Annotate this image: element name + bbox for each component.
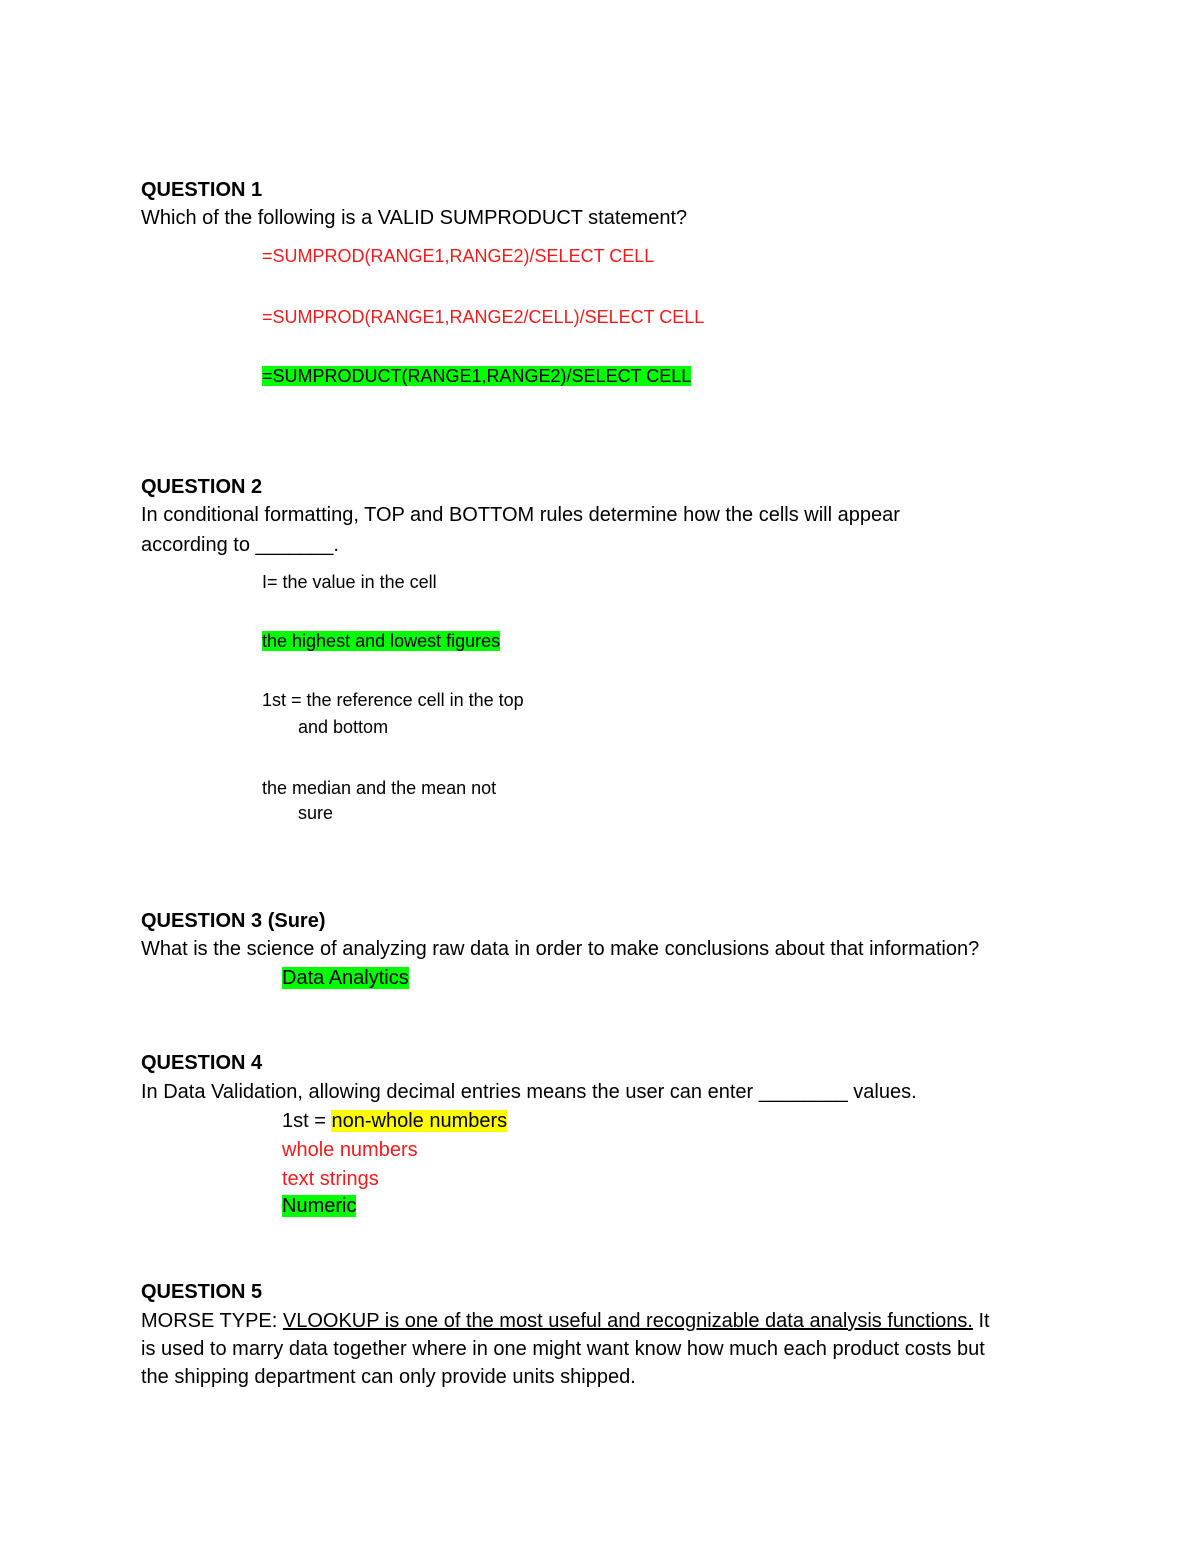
question-4-option-b: whole numbers [282, 1139, 418, 1161]
question-3-prompt: What is the science of analyzing raw data in order to make conclusions about that information? [141, 938, 980, 960]
question-5-heading: QUESTION 5 [141, 1281, 263, 1303]
correct-answer-highlight: the highest and lowest figures [262, 631, 501, 651]
question-4-heading: QUESTION 4 [141, 1052, 263, 1074]
question-1-prompt: Which of the following is a VALID SUMPRODUCT statement? [141, 207, 688, 229]
correct-answer-highlight: Data Analytics [282, 967, 409, 989]
question-2-prompt-line-2: according to _______. [141, 534, 339, 556]
underlined-definition: VLOOKUP is one of the most useful and recognizable data analysis functions. [282, 1310, 973, 1332]
question-1-heading: QUESTION 1 [141, 179, 263, 201]
line-1-suffix: It [972, 1310, 990, 1332]
question-5-line-2: is used to marry data together where in one might want know how much each product costs but [141, 1338, 985, 1360]
question-2-prompt-line-1: In conditional formatting, TOP and BOTTOM rules determine how the cells will appear [141, 504, 900, 526]
question-2-option-a: I= the value in the cell [262, 572, 437, 592]
question-4-option-c: text strings [282, 1168, 379, 1190]
question-1-option-b: =SUMPROD(RANGE1,RANGE2/CELL)/SELECT CELL [262, 307, 705, 327]
question-2-option-d-continued: sure [298, 803, 334, 823]
question-1-option-c [262, 367, 691, 385]
question-3-heading: QUESTION 3 (Sure) [141, 910, 326, 932]
note-highlight: non-whole numbers [331, 1110, 508, 1132]
question-5-line-1 [141, 1311, 990, 1331]
correct-answer-highlight: =SUMPRODUCT(RANGE1,RANGE2)/SELECT CELL [262, 366, 692, 386]
question-4-option-a [282, 1111, 507, 1131]
question-3-answer [282, 968, 409, 988]
question-4-prompt: In Data Validation, allowing decimal entries means the user can enter ________ values. [141, 1081, 917, 1103]
question-4-option-d [282, 1196, 356, 1216]
option-prefix: 1st = [282, 1110, 332, 1132]
morse-type-label: MORSE TYPE: [141, 1310, 283, 1332]
question-2-option-b [262, 632, 500, 650]
question-1-option-a: =SUMPROD(RANGE1,RANGE2)/SELECT CELL [262, 246, 655, 266]
question-2-option-c-continued: and bottom [298, 717, 389, 737]
question-2-heading: QUESTION 2 [141, 476, 263, 498]
correct-answer-highlight: Numeric [282, 1195, 357, 1217]
question-5-line-3: the shipping department can only provide units shipped. [141, 1366, 636, 1388]
question-2-option-d: the median and the mean not [262, 778, 497, 798]
question-2-option-c: 1st = the reference cell in the top [262, 690, 524, 710]
